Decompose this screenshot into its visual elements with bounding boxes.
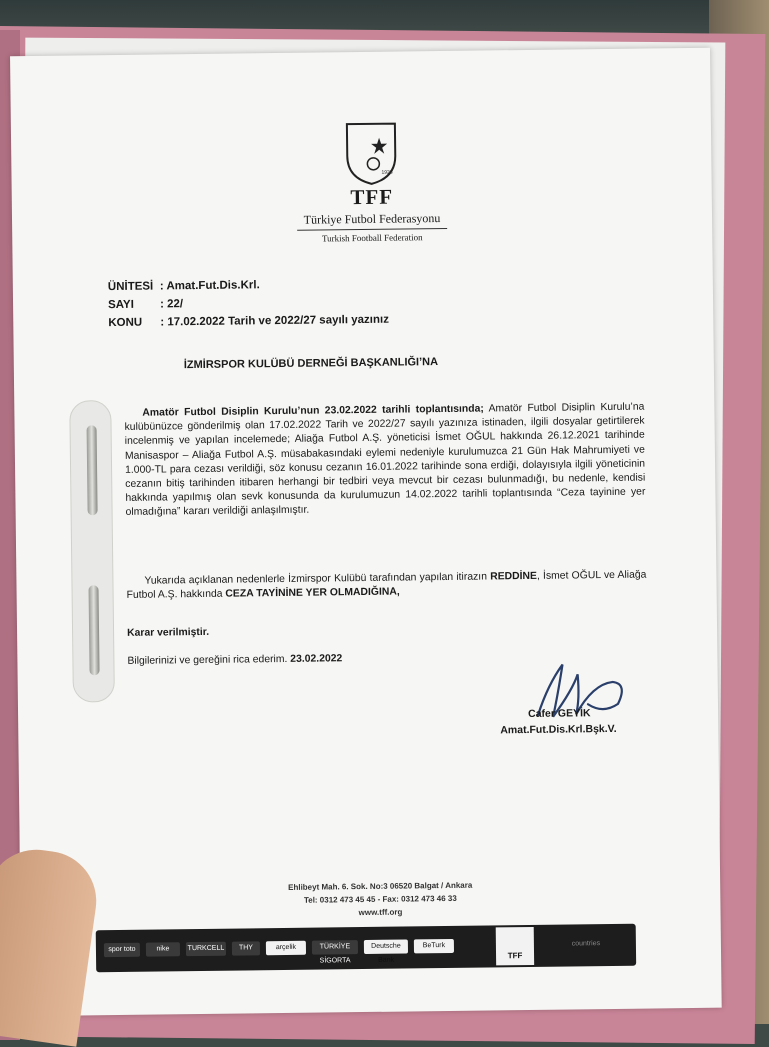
- sponsor-tff-text: TFF: [507, 951, 523, 961]
- letter-page: [10, 48, 722, 1016]
- letterhead-abbr: TFF: [350, 184, 394, 210]
- crest-year: 1923: [381, 169, 393, 176]
- sponsor-logo-4: THY: [232, 941, 260, 955]
- sponsor-logo-6: TÜRKİYE SİGORTA: [312, 940, 358, 955]
- sponsor-logo-2: nike: [146, 942, 180, 956]
- letterhead-divider: [297, 228, 447, 231]
- meta-number-value: : 22/: [159, 298, 184, 311]
- sponsor-logo-7: Deutsche Bank: [364, 939, 408, 954]
- sponsor-logo-5: arçelik: [266, 941, 306, 955]
- letterhead-name-en: Turkish Football Federation: [321, 232, 423, 244]
- meta-number: [108, 298, 183, 311]
- footer-phone: Tel: 0312 473 45 45 - Fax: 0312 473 46 33: [303, 893, 457, 905]
- sponsor-bar: [96, 924, 636, 973]
- meta-subject-value: : 17.02.2022 Tarih ve 2022/27 sayılı yazınız: [160, 313, 390, 329]
- sponsor-tff-logo: [496, 927, 534, 965]
- meta-unit-label: ÜNİTESİ: [107, 280, 154, 294]
- meta-unit-value: : Amat.Fut.Dis.Krl.: [159, 279, 260, 293]
- paragraph-lead: Amatör Futbol Disiplin Kurulu’nun 23.02.2022 tarihli toplantısında;: [142, 403, 484, 419]
- binder-clip-bottom: [88, 585, 99, 675]
- footer-address: Ehlibeyt Mah. 6. Sok. No:3 06520 Balgat / Ankara: [288, 880, 473, 892]
- closing-text: Bilgilerinizi ve gereğini rica ederim.: [127, 653, 291, 667]
- paragraph-ruling: [126, 569, 646, 604]
- sponsor-logo-10: countries: [571, 940, 601, 948]
- ruling-text-2: , İsmet OĞUL ve Aliağa Futbol A.Ş. hakkında: [126, 569, 647, 602]
- meta-subject: [108, 314, 389, 329]
- ruling-bold-1: REDDİNE: [490, 570, 537, 583]
- meta-unit: [108, 279, 260, 293]
- signatory-name: Cafer GEYİK: [528, 707, 591, 720]
- sponsor-logo-3: TURKCELL: [186, 942, 226, 956]
- letter-content: [10, 48, 722, 1016]
- paragraph-text: Amatör Futbol Disiplin Kurulu’na kulübünüzce gönderilmiş olan 17.02.2022 Tarih ve 2022/27 sayılı yazınıza istinaden, ilgili dosyalar getirtilerek incelenmiş ve yapılan incelemede; Aliağa Futbol A.Ş. yöneticisi İsmet OĞUL hakkında 26.12.2021 tarihinde Manisaspor – Aliağa Futbol A.Ş. müsabakasındaki eylemi nedeniyle kurulumuzca 21 Gün Hak Mahrumiyeti ve 1.000-TL para cezası verildiği, söz konusu cezanın 16.01.2022 tarihinde sona erdiği, dolayısıyla ilgili yöneticinin cezanın bitiş tarihinden itibaren herhangi bir tedbiri veya mevcut bir cezası bulunmadığı, bu nedenle, kendisi hakkında yapılmış olan sevk konusunda da kurulumuzun 14.02.2022 tarihli toplantısında “Ceza tayinine yer olmadığına” kararı verildiği anlaşılmıştır.: [124, 401, 646, 519]
- ruling-text-1: Yukarıda açıklanan nedenlerle İzmirspor Kulübü tarafından yapılan itirazın: [144, 571, 491, 587]
- letterhead-name-tr: Türkiye Futbol Federasyonu: [303, 211, 441, 227]
- paragraph-decision: [124, 401, 645, 521]
- meta-subject-label: KONU: [108, 316, 143, 330]
- signatory-title: Amat.Fut.Dis.Krl.Bşk.V.: [500, 722, 617, 737]
- recipient-title: İZMİRSPOR KULÜBÜ DERNEĞİ BAŞKANLIĞI’NA: [183, 356, 439, 372]
- meta-number-label: SAYI: [107, 298, 134, 312]
- sponsor-logo-1: spor toto: [104, 943, 140, 957]
- footer-web: www.tff.org: [358, 907, 403, 918]
- tff-crest-icon: [343, 120, 400, 187]
- ruling-bold-2: CEZA TAYİNİNE YER OLMADIĞINA,: [225, 586, 400, 600]
- paragraph-verdict: Karar verilmiştir.: [127, 626, 210, 639]
- closing-date: 23.02.2022: [290, 653, 343, 665]
- sponsor-logo-8: BeTurk: [414, 939, 454, 953]
- binder-clip-top: [87, 425, 98, 515]
